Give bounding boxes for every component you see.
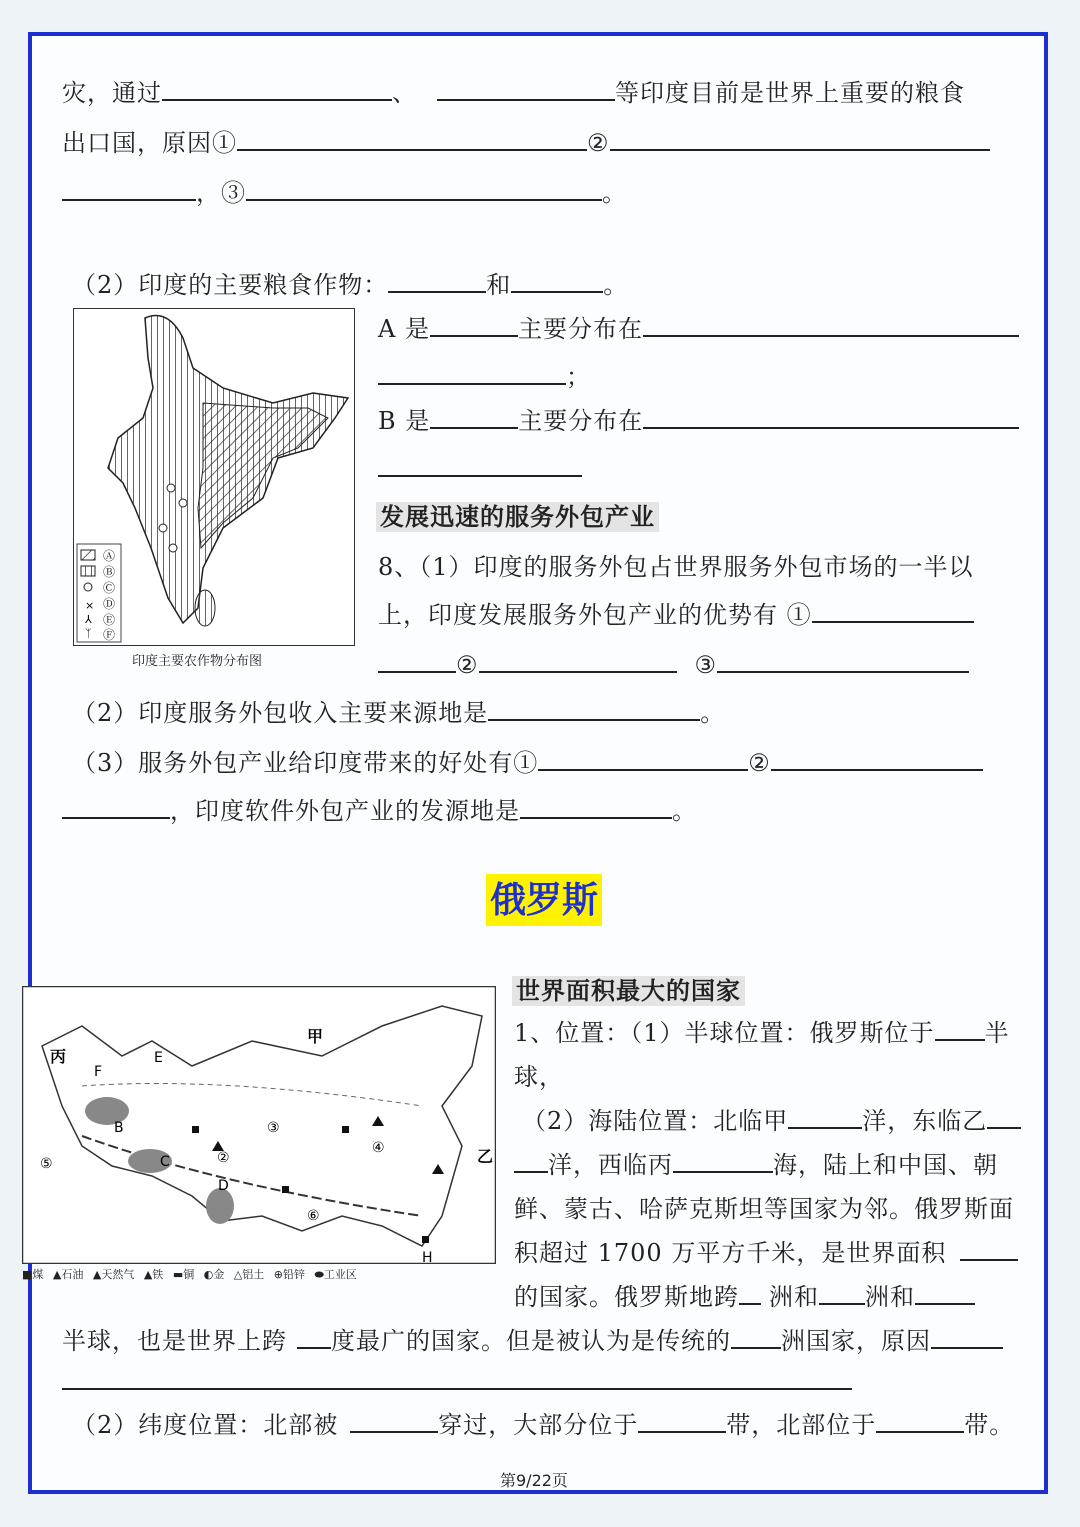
india-map-caption: 印度主要农作物分布图 xyxy=(132,654,263,669)
legend-e: Ⓔ xyxy=(103,613,116,627)
russia-map-legend: ■煤 ▲石油 ▲天然气 ▲铁 ▬铜 ◐金 △铝土 ⊕铅锌 ⬬工业区 xyxy=(22,1268,357,1281)
russia-resource-map xyxy=(22,986,496,1264)
label-jia: 甲 xyxy=(307,1027,324,1046)
legend-d: Ⓓ xyxy=(103,597,116,611)
label-region-2: ② xyxy=(217,1150,230,1166)
q8-part-3: （3）服务外包产业给印度带来的好处有① ② xyxy=(72,748,983,778)
label-region-5: ⑤ xyxy=(40,1156,53,1172)
legend-a: Ⓐ xyxy=(103,549,116,563)
text-line-2: 出口国，原因① ② xyxy=(62,128,990,158)
svg-text:ᛉ: ᛉ xyxy=(85,627,92,640)
label-c: C xyxy=(160,1154,170,1170)
label-yi: 乙 xyxy=(477,1147,494,1166)
russia-line-1: 1、位置：（1）半球位置：俄罗斯位于 半 xyxy=(514,1019,1010,1047)
section-title-russia: 俄罗斯 xyxy=(486,874,602,926)
page-number: 第9/22页 xyxy=(500,1471,568,1490)
section-heading-largest-country: 世界面积最大的国家 xyxy=(512,976,745,1006)
q8-line-3: ② ③ xyxy=(378,650,969,680)
label-bing: 丙 xyxy=(50,1047,67,1066)
russia-line-8: 半球，也是世界上跨 度最广的国家。但是被认为是传统的 洲国家，原因 xyxy=(62,1326,1003,1356)
india-crop-map xyxy=(73,308,355,646)
text-line-3: ，③ 。 xyxy=(62,178,627,208)
question-2-crops: （2）印度的主要粮食作物： 和 。 xyxy=(72,271,629,299)
answer-line-blank xyxy=(62,1388,852,1390)
russia-line-2: 球， xyxy=(514,1063,564,1091)
crop-a-line: A 是 主要分布在 xyxy=(378,314,1019,344)
text-line-1: 灾，通过 、 等印度目前是世界上重要的粮食 xyxy=(62,79,965,107)
russia-line-5: 鲜、蒙古、哈萨克斯坦等国家为邻。俄罗斯面 xyxy=(514,1195,1014,1223)
crop-b-line-2 xyxy=(378,454,582,484)
label-d: D xyxy=(218,1178,229,1194)
label-region-6: ⑥ xyxy=(307,1208,320,1224)
q8-line-2: 上，印度发展服务外包产业的优势有 ① xyxy=(378,600,974,630)
russia-line-3: （2）海陆位置：北临甲 洋，东临乙 xyxy=(522,1106,1021,1136)
q8-part-3b: ，印度软件外包产业的发源地是 。 xyxy=(62,796,697,826)
crop-b-line: B 是 主要分布在 xyxy=(378,406,1019,436)
svg-text:×: × xyxy=(85,599,95,612)
label-e: E xyxy=(154,1050,163,1066)
svg-text:⅄: ⅄ xyxy=(85,613,92,626)
section-heading-outsourcing: 发展迅速的服务外包产业 xyxy=(376,502,659,532)
russia-line-4: 洋，西临丙 海，陆上和中国、朝 xyxy=(514,1150,998,1180)
label-region-4: ④ xyxy=(372,1140,385,1156)
label-h: H xyxy=(422,1250,433,1264)
q8-part-2: （2）印度服务外包收入主要来源地是 。 xyxy=(72,699,726,727)
label-b: B xyxy=(114,1120,124,1136)
legend-b: Ⓑ xyxy=(103,565,116,579)
legend-f: Ⓕ xyxy=(103,628,116,642)
russia-line-10: （2）纬度位置：北部被 穿过，大部分位于 带，北部位于 带。 xyxy=(72,1411,1015,1439)
label-f: F xyxy=(94,1064,103,1080)
legend-c: Ⓒ xyxy=(103,581,116,595)
label-region-3: ③ xyxy=(267,1120,280,1136)
russia-line-7: 的国家。俄罗斯地跨 洲和 洲和 xyxy=(514,1282,975,1312)
crop-a-line-2: ； xyxy=(378,362,591,392)
russia-line-6: 积超过 1700 万平方千米，是世界面积 xyxy=(514,1238,1018,1268)
q8-line-1: 8、（1）印度的服务外包占世界服务外包市场的一半以 xyxy=(378,553,974,581)
